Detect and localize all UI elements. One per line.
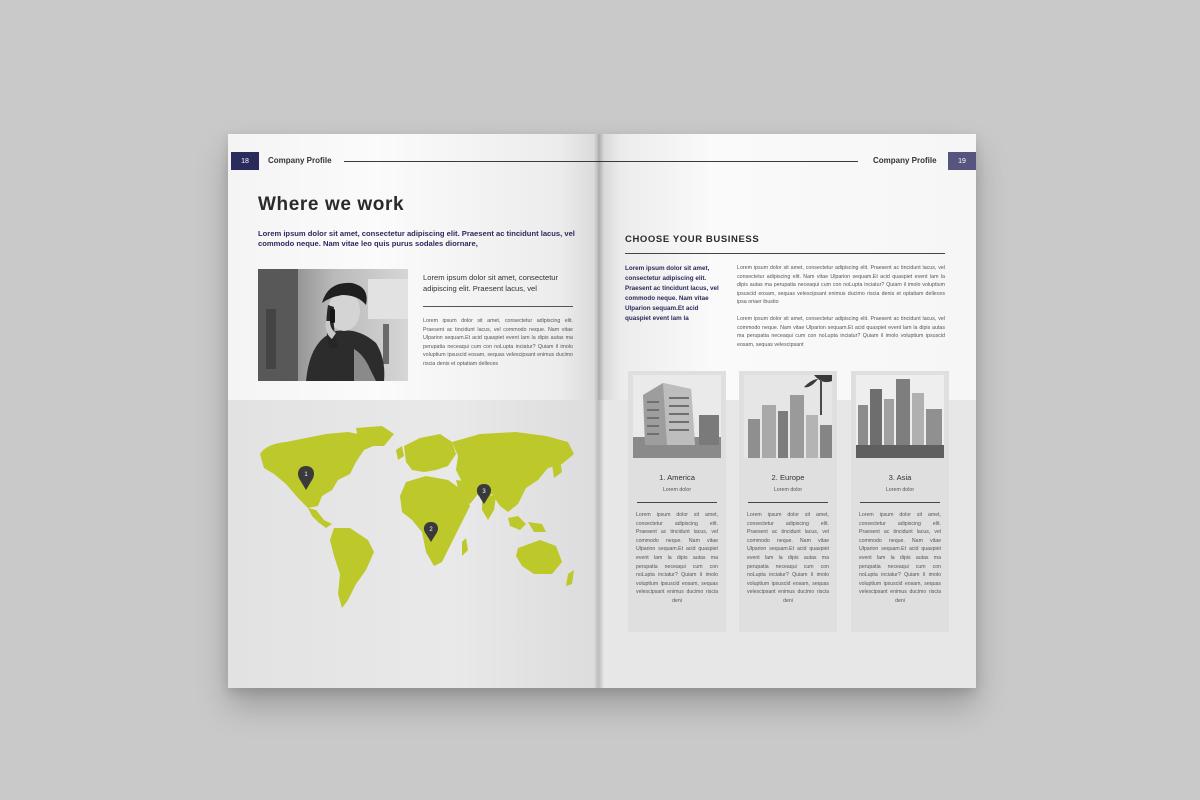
card-subtitle: Lorem dolor [773,487,803,493]
header-rule-left [344,161,598,162]
business-card-europe [739,371,837,632]
running-head-left: Company Profile [268,156,332,165]
card-title: 3. Asia [888,473,912,482]
page-number-right: 19 [948,152,976,170]
world-map [256,424,578,614]
card-subtitle: Lorem dolor [885,487,915,493]
spine-shadow [594,134,604,688]
card-text: Lorem ipsum dolor sit amet, consectetur adipiscing elit. Praesent ac tincidunt lacus, vel commodo neque. Nam vitae Ulparion sequam.Et acid quaspiet event lam la dipis autas ma perupatia neceaqui cum con noLupta inciatur? Quiam il imolo voluptium ipsuscid eosam, sequas velescipsant enimus ducimo riscia deni [859,512,941,604]
page-title: Where we work [258,194,405,215]
page-number-left: 18 [231,152,259,170]
photo-illustration [258,269,408,381]
building-photo [633,375,721,458]
right-paragraph-1: Lorem ipsum dolor sit amet, consectetur adipiscing elit. Praesent ac tincidunt lacus, vel consectetur adipiscing elit. Nam vitae Ulparion sequam.Et acid quaspiet event lam la dipis autas ma perupatia neceaqui cum con noLupta inciatur? Quiam il imolo voluptium ipsuscid eosam, sequas velescipsant enimus ducimo riscia denis et optatiam delleces ipsa oriaer ibustio [737,265,945,306]
brochure-spread [228,134,976,688]
section-title: CHOOSE YOUR BUSINESS [625,234,760,245]
lead-text: Lorem ipsum dolor sit amet, consectetur adipiscing elit. Praesent lacus, vel [423,273,559,293]
right-lead-text: Lorem ipsum dolor sit amet, consectetur adipiscing elit. Praesent ac tincidunt lacus, vel commodo neque. Nam vitae Ulparion sequam.Et acid quaspiet event lam la [625,265,719,322]
map-pin-label-1: 1 [304,472,308,478]
card-photo-america [633,375,721,458]
card-text: Lorem ipsum dolor sit amet, consectetur adipiscing elit. Praesent ac tincidunt lacus, vel commodo neque. Nam vitae Ulparion sequam.Et acid quaspiet event lam la dipis autas ma perupatia neceaqui cum con noLupta inciatur? Quiam il imolo voluptium ipsuscid eosam, sequas velescipsant enimus ducimo riscia deni [636,512,718,604]
header-rule-right [598,161,858,162]
card-photo-europe [744,375,832,458]
card-title: 1. America [659,473,695,482]
woman-on-phone-photo [258,269,408,381]
map-pin-label-3: 3 [482,489,486,495]
skyline-photo [744,375,832,458]
intro-text: Lorem ipsum dolor sit amet, consectetur adipiscing elit. Praesent ac tincidunt lacus, vel commodo neque. Nam vitae leo quis purus sodales diornare, [258,229,575,248]
right-paragraph-2: Lorem ipsum dolor sit amet, consectetur adipiscing elit. Praesent ac tincidunt lacus, vel commodo neque. Nam vitae Ulparion sequam.Et acid quaspiet event lam la dipis autas ma perupatia neceaqui cum con noLupta inciatur? Quiam il imolo voluptium ipsuscid eosam, sequas velescipsant [737,316,945,348]
right-page [598,134,976,688]
card-title: 2. Europe [771,473,805,482]
card-text: Lorem ipsum dolor sit amet, consectetur adipiscing elit. Praesent ac tincidunt lacus, vel commodo neque. Nam vitae Ulparion sequam.Et acid quaspiet event lam la dipis autas ma perupatia neceaqui cum con noLupta inciatur? Quiam il imolo voluptium ipsuscid eosam, sequas velescipsant enimus ducimo riscia deni [747,512,829,604]
card-photo-asia [856,375,944,458]
city-photo [856,375,944,458]
card-divider [860,502,940,503]
business-card-asia [851,371,949,632]
body-text: Lorem ipsum dolor sit amet, consectetur adipiscing elit. Praesent ac tincidunt lacus, vel commodo neque. Nam vitae Ulparion sequam.Et acid quaspiet event lam la dipis autas ma perupatia neceaqui cum con noLupta inciatur? Quiam il imolo voluptium ipsuscid eosam, sequas velescipsant enimus ducimo riscia denis et optatiam delleces [423,318,573,367]
card-subtitle: Lorem dolor [662,487,692,493]
section-divider [625,253,945,254]
left-page [228,134,598,688]
lead-divider [423,306,573,307]
world-map-land [260,426,574,608]
running-head-right: Company Profile [873,156,937,165]
card-divider [637,502,717,503]
business-card-america [628,371,726,632]
map-pin-label-2: 2 [429,527,433,533]
card-divider [748,502,828,503]
